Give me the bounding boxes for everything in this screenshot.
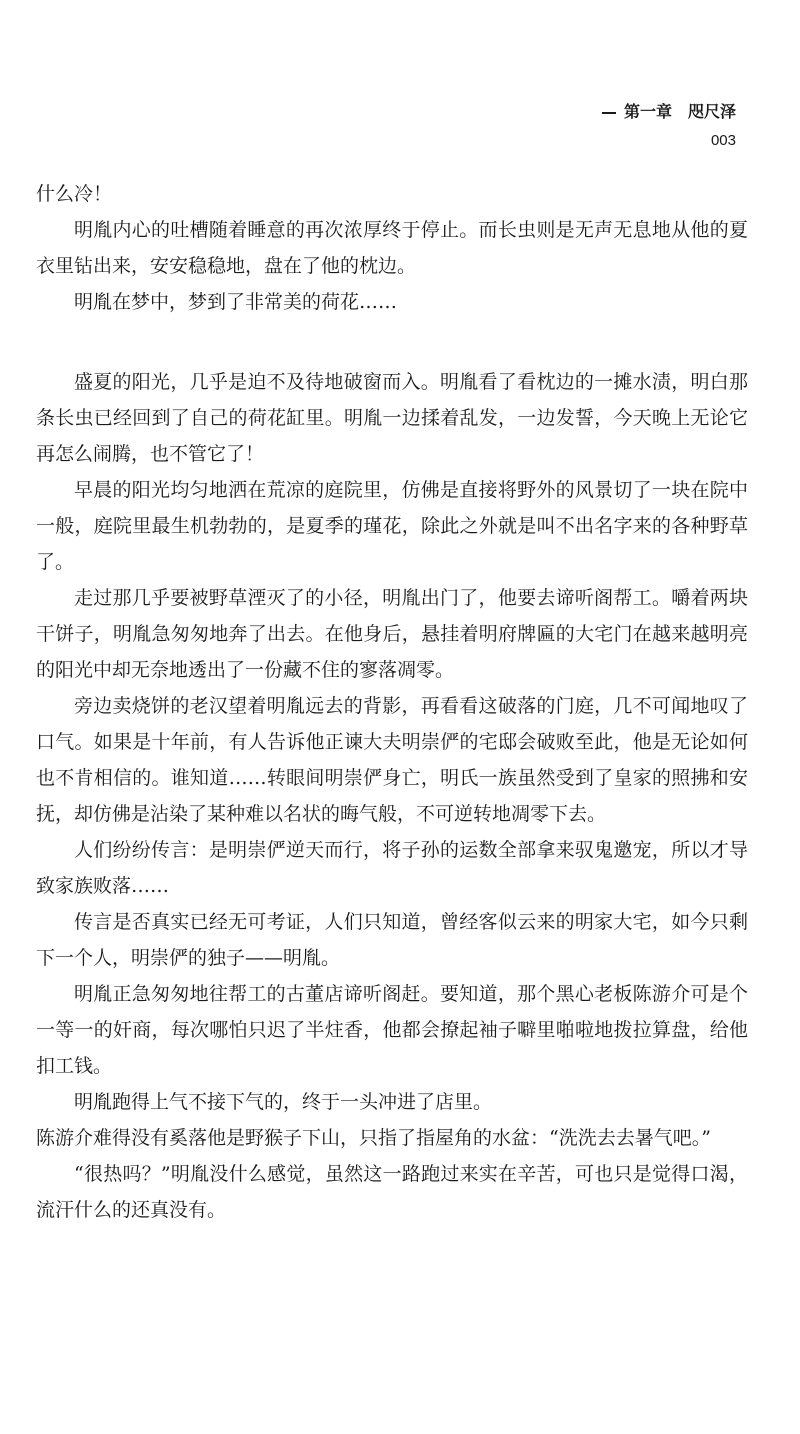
paragraph: 什么冷！ [36,183,113,205]
page-number: 003 [710,132,736,149]
paragraph: 传言是否真实已经无可考证，人们只知道，曾经客似云来的明家大宅，如今只剩下一个人，明崇俨的独子——明胤。 [36,911,748,969]
body-text [36,176,748,1228]
chapter-heading [602,100,736,124]
paragraph: 人们纷纷传言：是明崇俨逆天而行，将子孙的运数全部拿来驭鬼邀宠，所以才导致家族败落…… [36,839,748,897]
paragraph: 旁边卖烧饼的老汉望着明胤远去的背影，再看看这破落的门庭，几不可闻地叹了口气。如果是十年前，有人告诉他正谏大夫明崇俨的宅邸会破败至此，他是无论如何也不肯相信的。谁知道……转眼间明崇俨身亡，明氏一族虽然受到了皇家的照拂和安抚，却仿佛是沾染了某种难以名状的晦气般，不可逆转地凋零下去。 [36,695,748,825]
chapter-title: 咫尺泽 [687,102,736,121]
paragraph: 走过那几乎要被野草湮灭了的小径，明胤出门了，他要去谛听阁帮工。嚼着两块干饼子，明胤急匆匆地奔了出去。在他身后，悬挂着明府牌匾的大宅门在越来越明亮的阳光中却无奈地透出了一份藏不住的寥落凋零。 [36,587,748,681]
running-header [602,100,736,154]
paragraph: 盛夏的阳光，几乎是迫不及待地破窗而入。明胤看了看枕边的一摊水渍，明白那条长虫已经回到了自己的荷花缸里。明胤一边揉着乱发，一边发誓，今天晚上无论它再怎么闹腾，也不管它了！ [36,371,748,465]
paragraph: 明胤跑得上气不接下气的，终于一头冲进了店里。 [74,1091,493,1113]
paragraph: 陈游介难得没有奚落他是野猴子下山，只指了指屋角的水盆：“洗洗去去暑气吧。” [36,1127,711,1149]
paragraph: “很热吗？”明胤没什么感觉，虽然这一路跑过来实在辛苦，可也只是觉得口渴，流汗什么的还真没有。 [36,1163,748,1221]
paragraph: 早晨的阳光均匀地洒在荒凉的庭院里，仿佛是直接将野外的风景切了一块在院中一般，庭院里最生机勃勃的，是夏季的瑾花，除此之外就是叫不出名字来的各种野草了。 [36,479,748,573]
paragraph: 明胤正急匆匆地往帮工的古董店谛听阁赶。要知道，那个黑心老板陈游介可是个一等一的奸商，每次哪怕只迟了半炷香，他都会撩起袖子噼里啪啦地拨拉算盘，给他扣工钱。 [36,983,748,1077]
paragraph: 明胤在梦中，梦到了非常美的荷花…… [74,291,398,313]
paragraph: 明胤内心的吐槽随着睡意的再次浓厚终于停止。而长虫则是无声无息地从他的夏衣里钻出来，安安稳稳地，盘在了他的枕边。 [36,219,748,277]
chapter-label: 第一章 [623,102,672,121]
header-dash [602,112,616,114]
